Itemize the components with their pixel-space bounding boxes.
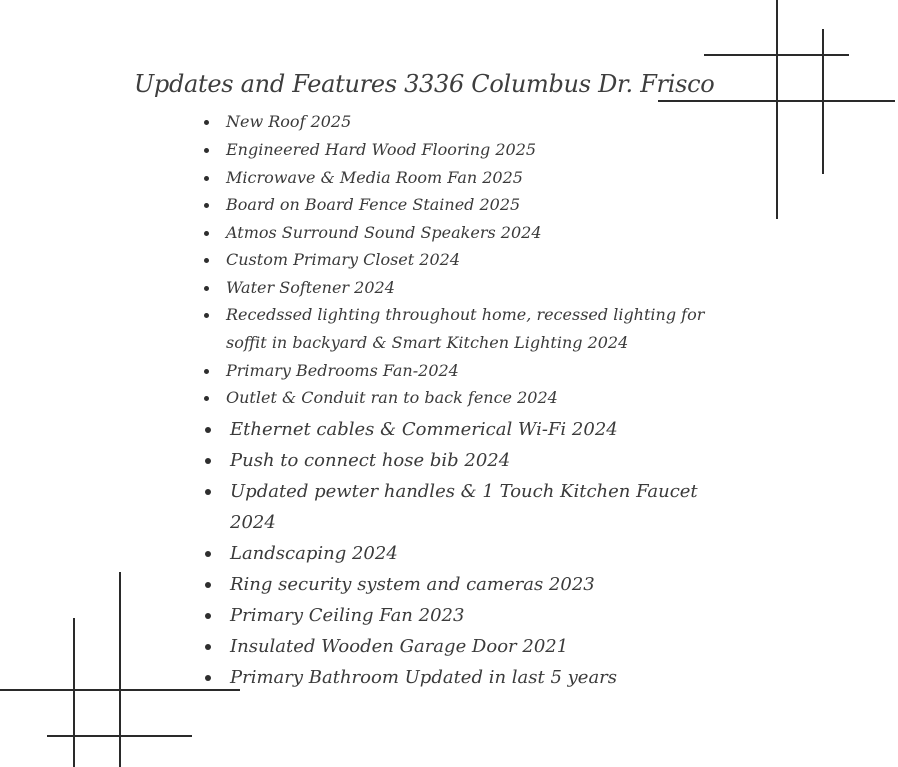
list-item-text: Ring security system and cameras 2023 [230, 574, 595, 595]
list-item-text: Outlet & Conduit ran to back fence 2024 [226, 388, 558, 407]
bullet-icon [205, 458, 211, 464]
list-item-text: Water Softener 2024 [226, 278, 395, 297]
list-item [230, 414, 618, 445]
list-item-text-line-2: soffit in backyard & Smart Kitchen Lighting 2024 [226, 333, 629, 352]
list-item-text: Push to connect hose bib 2024 [230, 450, 511, 471]
list-item [226, 108, 351, 136]
list-item [230, 445, 510, 476]
bullet-icon [204, 231, 209, 236]
list-item-text: Ethernet cables & Commerical Wi-Fi 2024 [230, 419, 618, 440]
bullet-icon [204, 313, 209, 318]
list-item [230, 600, 464, 631]
decorative-line [776, 0, 778, 219]
bullet-icon [204, 369, 209, 374]
list-item [226, 384, 558, 412]
bullet-icon [205, 489, 211, 495]
decorative-line [73, 618, 75, 767]
list-item-text: Primary Ceiling Fan 2023 [230, 605, 465, 626]
list-item-text: Primary Bedrooms Fan-2024 [226, 361, 459, 380]
list-item [230, 569, 595, 600]
bullet-icon [205, 582, 211, 588]
bullet-icon [205, 675, 211, 681]
list-item-text: Microwave & Media Room Fan 2025 [226, 168, 523, 187]
bullet-icon [205, 613, 211, 619]
decorative-line [119, 572, 121, 767]
decorative-line [47, 735, 192, 737]
list-item [230, 631, 568, 662]
list-item-text-line-1: Recedssed lighting throughout home, recessed lighting for [226, 305, 705, 324]
bullet-icon [205, 427, 211, 433]
bullet-icon [204, 176, 209, 181]
list-item-text: Primary Bathroom Updated in last 5 years [230, 667, 618, 688]
list-item-text: Landscaping 2024 [230, 543, 398, 564]
decorative-line [0, 689, 240, 691]
list-item-text: New Roof 2025 [226, 112, 352, 131]
list-item [226, 219, 542, 247]
list-item [226, 191, 520, 219]
list-item [226, 246, 460, 274]
bullet-icon [204, 148, 209, 153]
list-item [230, 476, 698, 538]
list-item-text: Insulated Wooden Garage Door 2021 [230, 636, 569, 657]
list-item-text: Engineered Hard Wood Flooring 2025 [226, 140, 537, 159]
bullet-icon [204, 396, 209, 401]
bullet-icon [204, 120, 209, 125]
list-item [226, 301, 704, 357]
bullet-icon [205, 644, 211, 650]
list-item-text: Atmos Surround Sound Speakers 2024 [226, 223, 542, 242]
list-item [226, 357, 459, 385]
list-item [226, 136, 536, 164]
decorative-line [704, 54, 849, 56]
list-item [226, 274, 395, 302]
list-item [230, 662, 617, 693]
list-item-text: Custom Primary Closet 2024 [226, 250, 460, 269]
list-item-text-line-1: Updated pewter handles & 1 Touch Kitchen Faucet [230, 481, 698, 502]
decorative-line [822, 29, 824, 174]
bullet-icon [204, 258, 209, 263]
bullet-icon [205, 551, 211, 557]
bullet-icon [204, 203, 209, 208]
list-item [230, 538, 398, 569]
list-item [226, 164, 523, 192]
list-item-text-line-2: 2024 [230, 512, 276, 533]
list-item-text: Board on Board Fence Stained 2025 [226, 195, 521, 214]
page-title: Updates and Features 3336 Columbus Dr. Frisco [134, 70, 715, 98]
bullet-icon [204, 286, 209, 291]
